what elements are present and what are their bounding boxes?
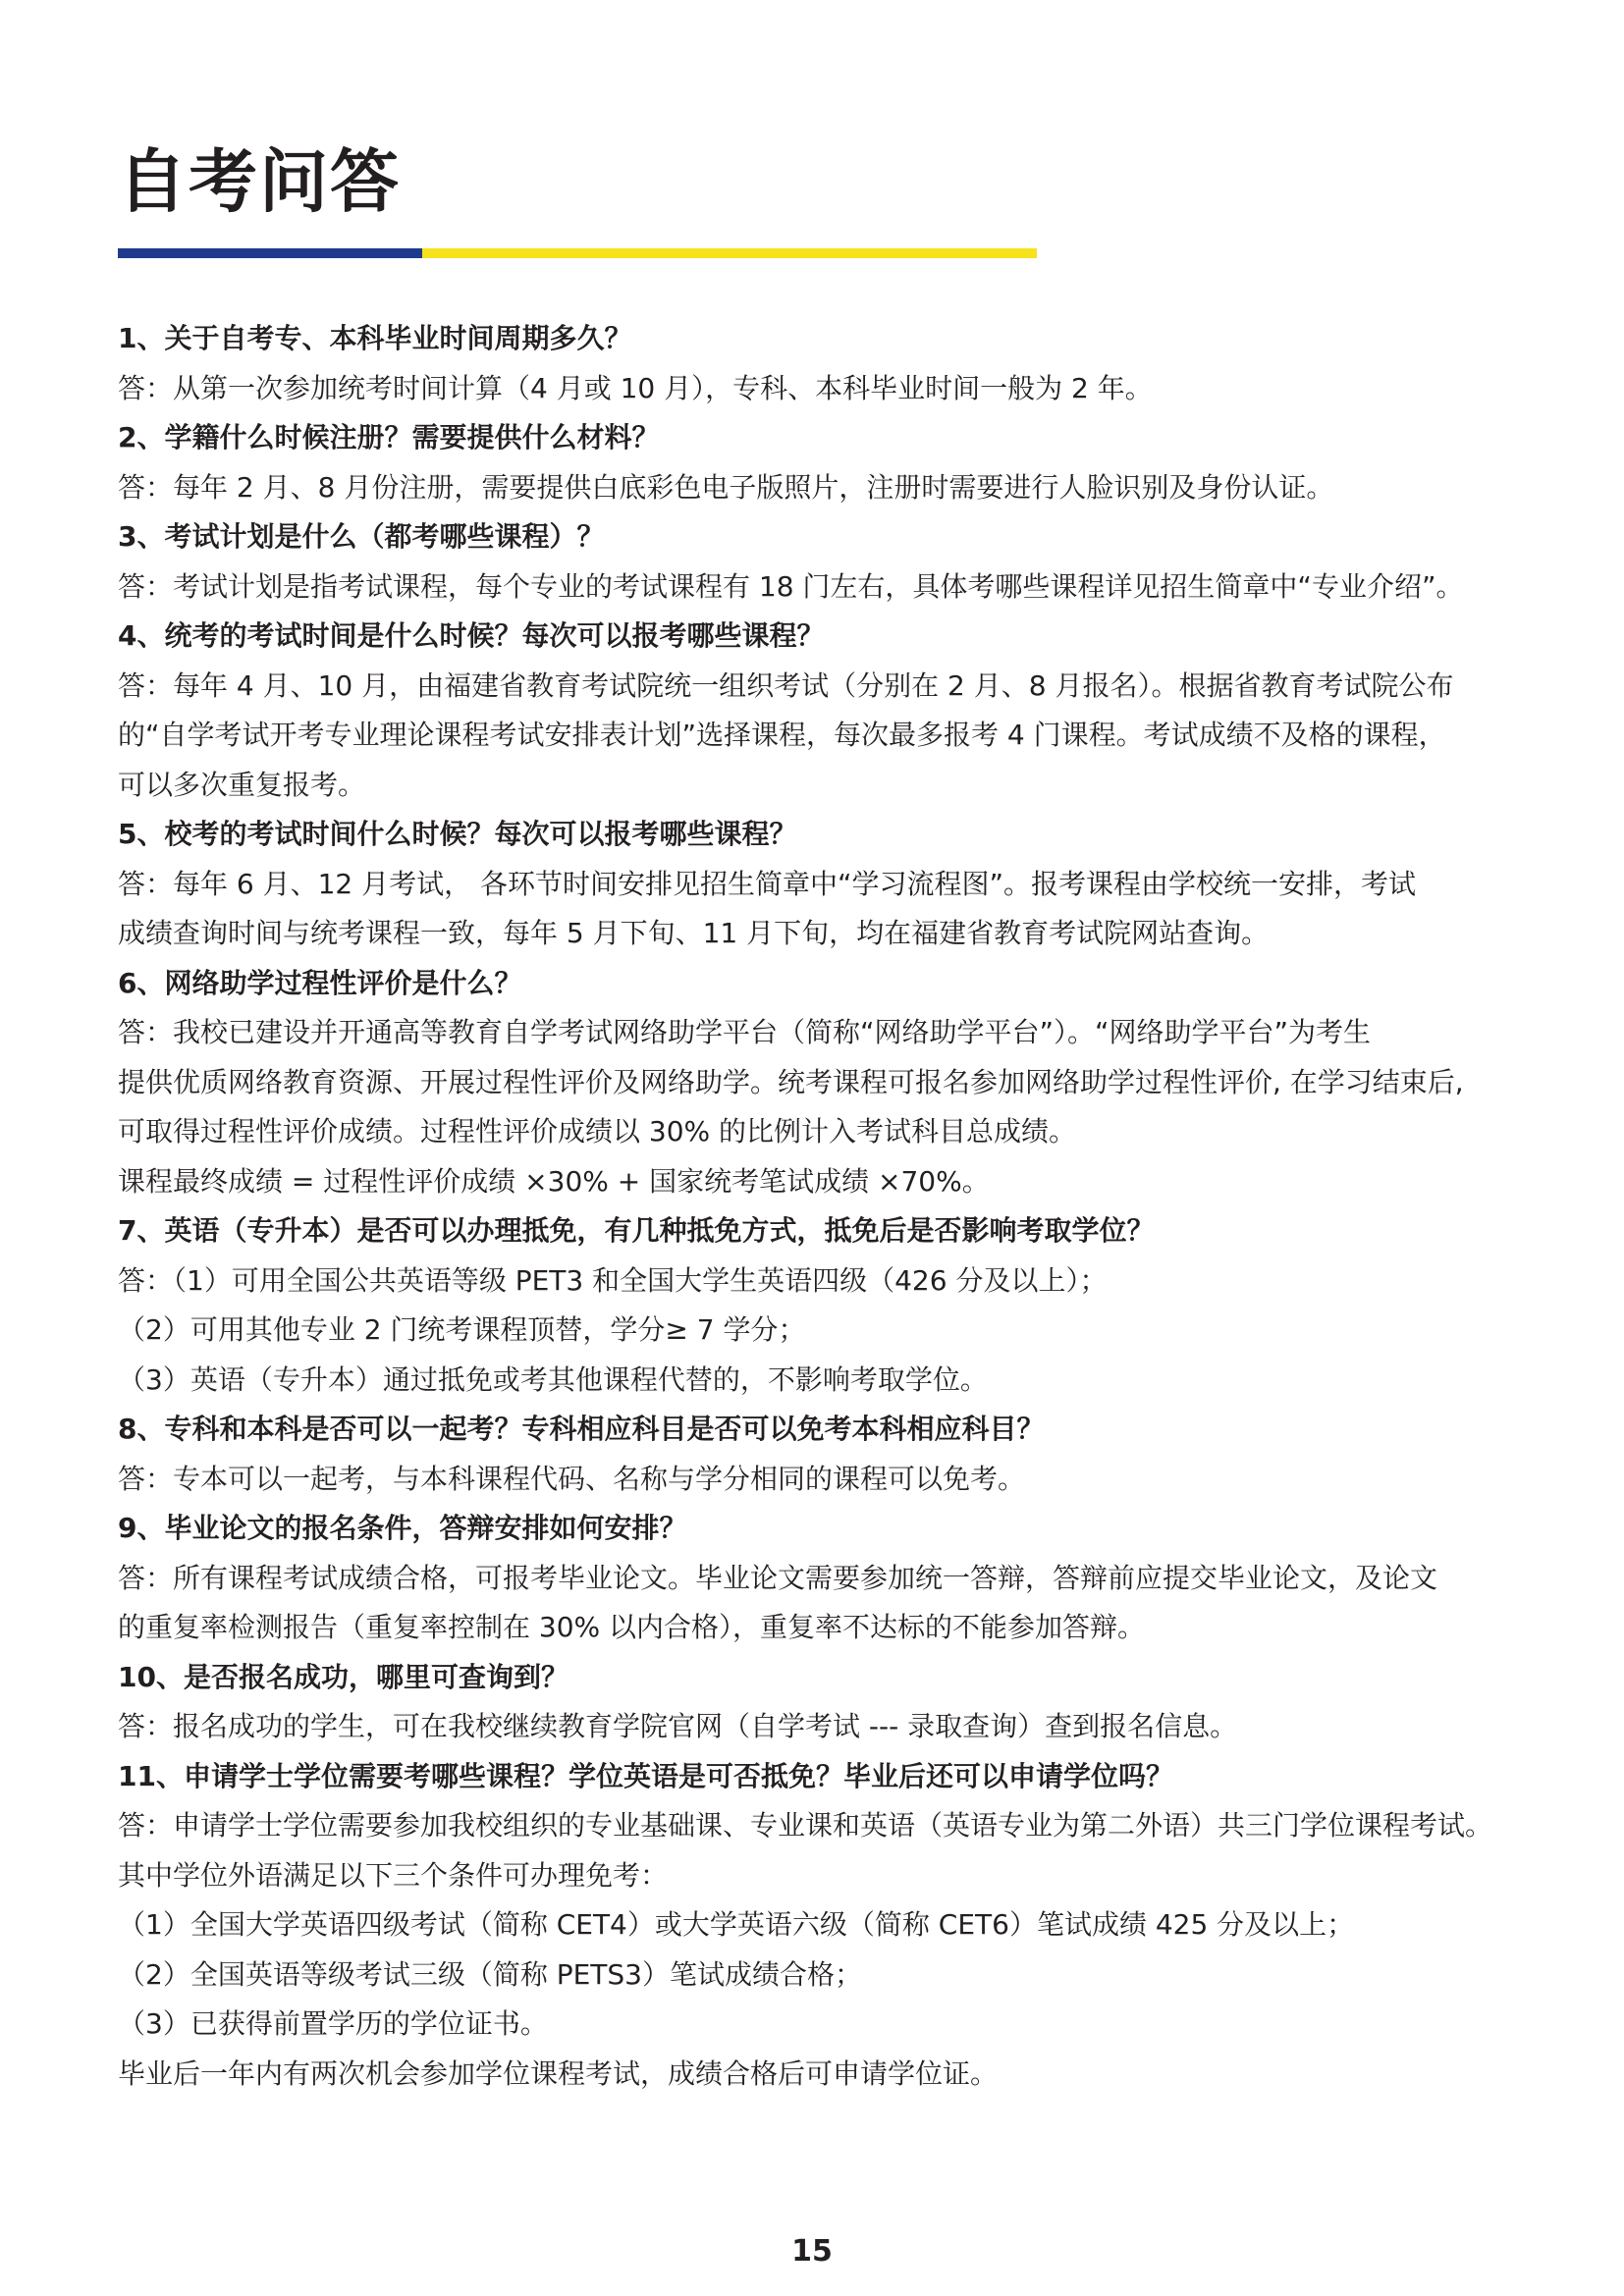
answer-line: （3）英语（专升本）通过抵免或考其他课程代替的，不影响考取学位。 — [118, 1362, 988, 1396]
answer-line: 答：考试计划是指考试课程，每个专业的考试课程有 18 门左右，具体考哪些课程详见招生简章中“专业介绍”。 — [118, 569, 1464, 603]
answer-line: 答：（1）可用全国公共英语等级 PET3 和全国大学生英语四级（426 分及以上）； — [118, 1263, 1108, 1297]
answer-line: 答：专本可以一起考，与本科课程代码、名称与学分相同的课程可以免考。 — [118, 1462, 1026, 1495]
question-line: 10、是否报名成功，哪里可查询到？ — [118, 1660, 568, 1693]
answer-line: 的“自学考试开考专业理论课程考试安排表计划”选择课程，每次最多报考 4 门课程。考试成绩不及格的课程， — [118, 719, 1446, 751]
answer-line: 可取得过程性评价成绩。过程性评价成绩以 30% 的比例计入考试科目总成绩。 — [118, 1115, 1077, 1148]
answer-line: （1）全国大学英语四级考试（简称 CET4）或大学英语六级（简称 CET6）笔试成绩 425 分及以上； — [118, 1908, 1355, 1941]
page-title: 自考问答 — [118, 141, 401, 222]
answer-line: （3）已获得前置学历的学位证书。 — [118, 2007, 548, 2040]
page-number: 15 — [791, 2234, 833, 2269]
question-line: 7、英语（专升本）是否可以办理抵免，有几种抵免方式，抵免后是否影响考取学位？ — [118, 1214, 1155, 1247]
answer-line: 答：我校已建设并开通高等教育自学考试网络助学平台（简称“网络助学平台”）。“网络助学平台”为考生 — [118, 1016, 1372, 1048]
question-line: 3、考试计划是什么（都考哪些课程）？ — [118, 520, 605, 553]
question-line: 6、网络助学过程性评价是什么？ — [118, 966, 522, 999]
answer-line: 答：所有课程考试成绩合格，可报考毕业论文。毕业论文需要参加统一答辩，答辩前应提交毕业论文，及论文 — [118, 1561, 1438, 1594]
answer-line: 答：每年 6 月、12 月考试， 各环节时间安排见招生简章中“学习流程图”。报考课程由学校统一安排，考试 — [118, 867, 1417, 900]
answer-line: 成绩查询时间与统考课程一致，每年 5 月下旬、11 月下旬，均在福建省教育考试院网站查询。 — [118, 917, 1270, 949]
question-line: 4、统考的考试时间是什么时候？每次可以报考哪些课程？ — [118, 619, 825, 652]
qa-content — [118, 314, 1532, 2099]
question-line: 8、专科和本科是否可以一起考？专科相应科目是否可以免考本科相应科目？ — [118, 1413, 1045, 1445]
answer-line: （2）可用其他专业 2 门统考课程顶替，学分≥ 7 学分； — [118, 1313, 806, 1346]
answer-line: 提供优质网络教育资源、开展过程性评价及网络助学。统考课程可报名参加网络助学过程性评价, 在学习结束后, — [118, 1065, 1464, 1098]
answer-line: 的重复率检测报告（重复率控制在 30% 以内合格），重复率不达标的不能参加答辩。 — [118, 1611, 1146, 1643]
answer-line: （2）全国英语等级考试三级（简称 PETS3）笔试成绩合格； — [118, 1957, 862, 1991]
question-line: 1、关于自考专、本科毕业时间周期多久？ — [118, 322, 632, 354]
answer-line: 答：每年 4 月、10 月，由福建省教育考试院统一组织考试（分别在 2 月、8 月报名）。根据省教育考试院公布 — [118, 668, 1454, 702]
question-line: 5、校考的考试时间什么时候？每次可以报考哪些课程？ — [118, 818, 797, 850]
answer-line: 毕业后一年内有两次机会参加学位课程考试，成绩合格后可申请学位证。 — [118, 2056, 999, 2090]
answer-line: 可以多次重复报考。 — [118, 768, 366, 801]
answer-line: 答：报名成功的学生，可在我校继续教育学院官网（自学考试 --- 录取查询）查到报名信息。 — [118, 1710, 1238, 1742]
title-underline-yellow — [422, 248, 1037, 258]
answer-line: 答：每年 2 月、8 月份注册，需要提供白底彩色电子版照片，注册时需要进行人脸识别及身份认证。 — [118, 470, 1334, 504]
question-line: 11、申请学士学位需要考哪些课程？学位英语是可否抵免？毕业后还可以申请学位吗？ — [118, 1759, 1173, 1792]
title-underline-blue — [118, 248, 422, 258]
question-line: 2、学籍什么时候注册？需要提供什么材料？ — [118, 421, 660, 454]
answer-line: 答：申请学士学位需要参加我校组织的专业基础课、专业课和英语（英语专业为第二外语）共三门学位课程考试。 — [118, 1809, 1493, 1842]
answer-line: 答：从第一次参加统考时间计算（4 月或 10 月），专科、本科毕业时间一般为 2 年。 — [118, 371, 1153, 404]
answer-line: 课程最终成绩 = 过程性评价成绩 ×30% + 国家统考笔试成绩 ×70%。 — [118, 1164, 990, 1198]
question-line: 9、毕业论文的报名条件，答辩安排如何安排？ — [118, 1512, 687, 1544]
answer-line: 其中学位外语满足以下三个条件可办理免考： — [118, 1858, 669, 1892]
